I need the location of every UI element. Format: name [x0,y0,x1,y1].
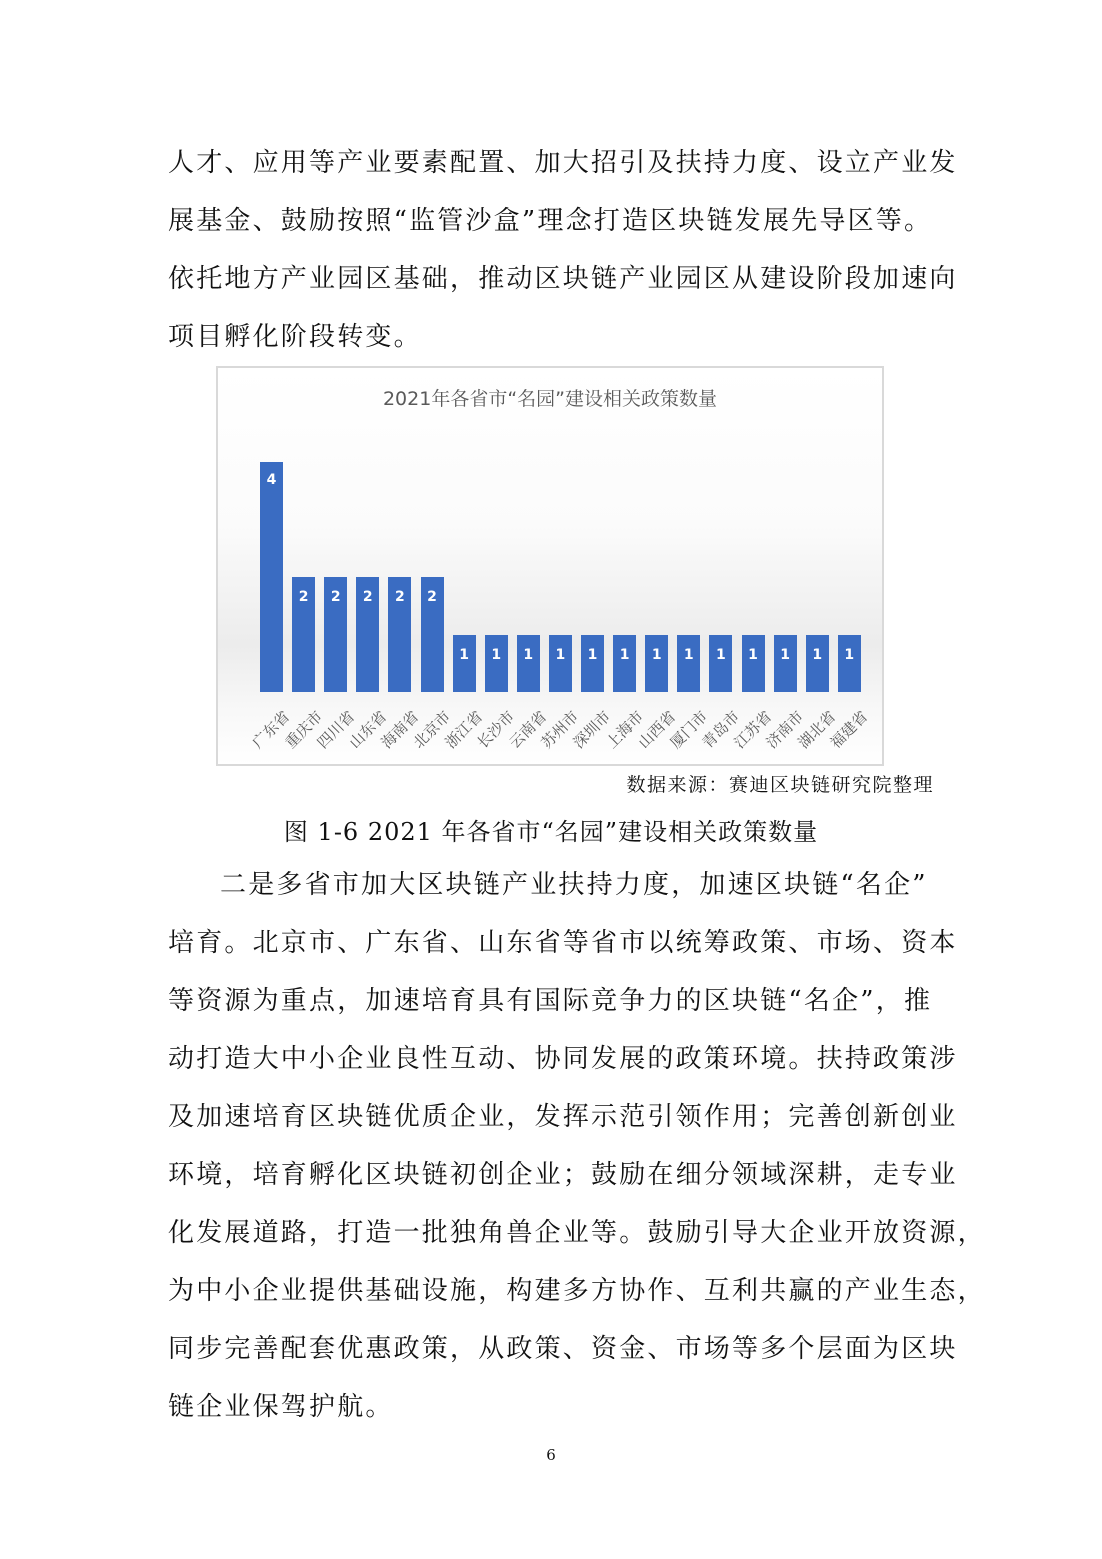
text-line: 化发展道路，打造一批独角兽企业等。鼓励引导大企业开放资源， [168,1218,986,1248]
bar-value-label: 2 [395,589,405,605]
x-axis-label: 海南省 [377,707,423,752]
x-axis-label: 湖北省 [794,707,840,752]
bar-value-label: 1 [812,646,823,663]
bar [517,635,540,693]
x-axis-label: 广东省 [249,707,294,752]
bar-value-label: 1 [491,646,502,663]
text-line: 及加速培育区块链优质企业，发挥示范引领作用；完善创新创业 [168,1102,958,1132]
x-axis-label: 福建省 [826,707,872,752]
text-line: 项目孵化阶段转变。 [168,322,422,352]
bar [388,577,411,692]
bar-value-label: 1 [716,646,726,663]
text-line: 链企业保驾护航。 [168,1392,394,1422]
figure-caption: 图 1-6 2021 年各省市“名园”建设相关政策数量 [283,818,819,846]
x-axis-label: 北京市 [409,707,455,752]
bar-value-label: 1 [619,646,630,663]
bar [645,635,668,693]
bar-value-label: 2 [362,589,373,605]
bar [581,635,604,693]
bar-value-label: 1 [523,646,534,663]
bar-value-label: 1 [748,646,758,663]
x-axis-label: 云南省 [505,707,551,752]
page-number: 6 [546,1446,556,1464]
bar-value-label: 1 [651,646,662,663]
bar [260,462,283,692]
bar [292,577,315,692]
x-axis-label: 江苏省 [730,707,776,752]
x-axis-label: 上海市 [602,707,647,752]
x-axis-label: 苏州市 [537,707,583,752]
text-line: 展基金、鼓励按照“监管沙盒”理念打造区块链发展先导区等。 [168,206,933,236]
text-line: 二是多省市加大区块链产业扶持力度，加速区块链“名企” [220,870,928,900]
text-line: 同步完善配套优惠政策，从政策、资金、市场等多个层面为区块 [168,1334,958,1364]
x-axis-label: 山东省 [345,707,390,752]
bar-value-label: 1 [459,646,469,663]
x-axis-label: 深圳市 [570,707,615,752]
text-line: 为中小企业提供基础设施，构建多方协作、互利共赢的产业生态， [168,1276,986,1306]
text-line: 培育。北京市、广东省、山东省等省市以统筹政策、市场、资本 [168,928,958,958]
bar [549,635,572,693]
bar-value-label: 1 [683,646,694,663]
x-axis-label: 青岛市 [698,707,744,752]
bar [453,635,476,693]
bar-chart [216,366,884,766]
bar-value-label: 1 [780,646,790,663]
x-axis-label: 浙江省 [441,707,487,752]
data-source-note: 数据来源：赛迪区块链研究院整理 [626,774,934,796]
bar-value-label: 1 [555,646,566,663]
bar-value-label: 4 [266,472,277,488]
bar-value-label: 2 [330,589,341,605]
chart-title: 2021年各省市“名园”建设相关政策数量 [382,388,718,410]
bar-value-label: 2 [298,589,309,605]
x-axis-label: 山西省 [634,707,679,752]
text-line: 动打造大中小企业良性互动、协同发展的政策环境。扶持政策涉 [168,1044,958,1074]
x-axis-label: 长沙市 [473,707,519,752]
bar-value-label: 1 [587,646,598,663]
bar [677,635,700,693]
text-line: 依托地方产业园区基础，推动区块链产业园区从建设阶段加速向 [168,264,958,294]
bar [356,577,379,692]
bar [709,635,732,693]
x-axis-label: 厦门市 [666,707,711,752]
text-line: 环境，培育孵化区块链初创企业；鼓励在细分领域深耕，走专业 [168,1160,958,1190]
bar [613,635,636,693]
x-axis-label: 重庆市 [281,707,326,752]
bar [742,635,765,693]
text-line: 等资源为重点，加速培育具有国际竞争力的区块链“名企”，推 [168,986,933,1016]
bar [421,577,444,692]
bar [838,635,861,693]
x-axis-label: 四川省 [313,707,358,752]
text-line: 人才、应用等产业要素配置、加大招引及扶持力度、设立产业发 [168,148,958,178]
bar-value-label: 1 [844,646,855,663]
bar-value-label: 2 [427,589,437,605]
x-axis-label: 济南市 [762,707,808,752]
bar [324,577,347,692]
bar [485,635,508,693]
bar [806,635,829,693]
bar [774,635,797,693]
